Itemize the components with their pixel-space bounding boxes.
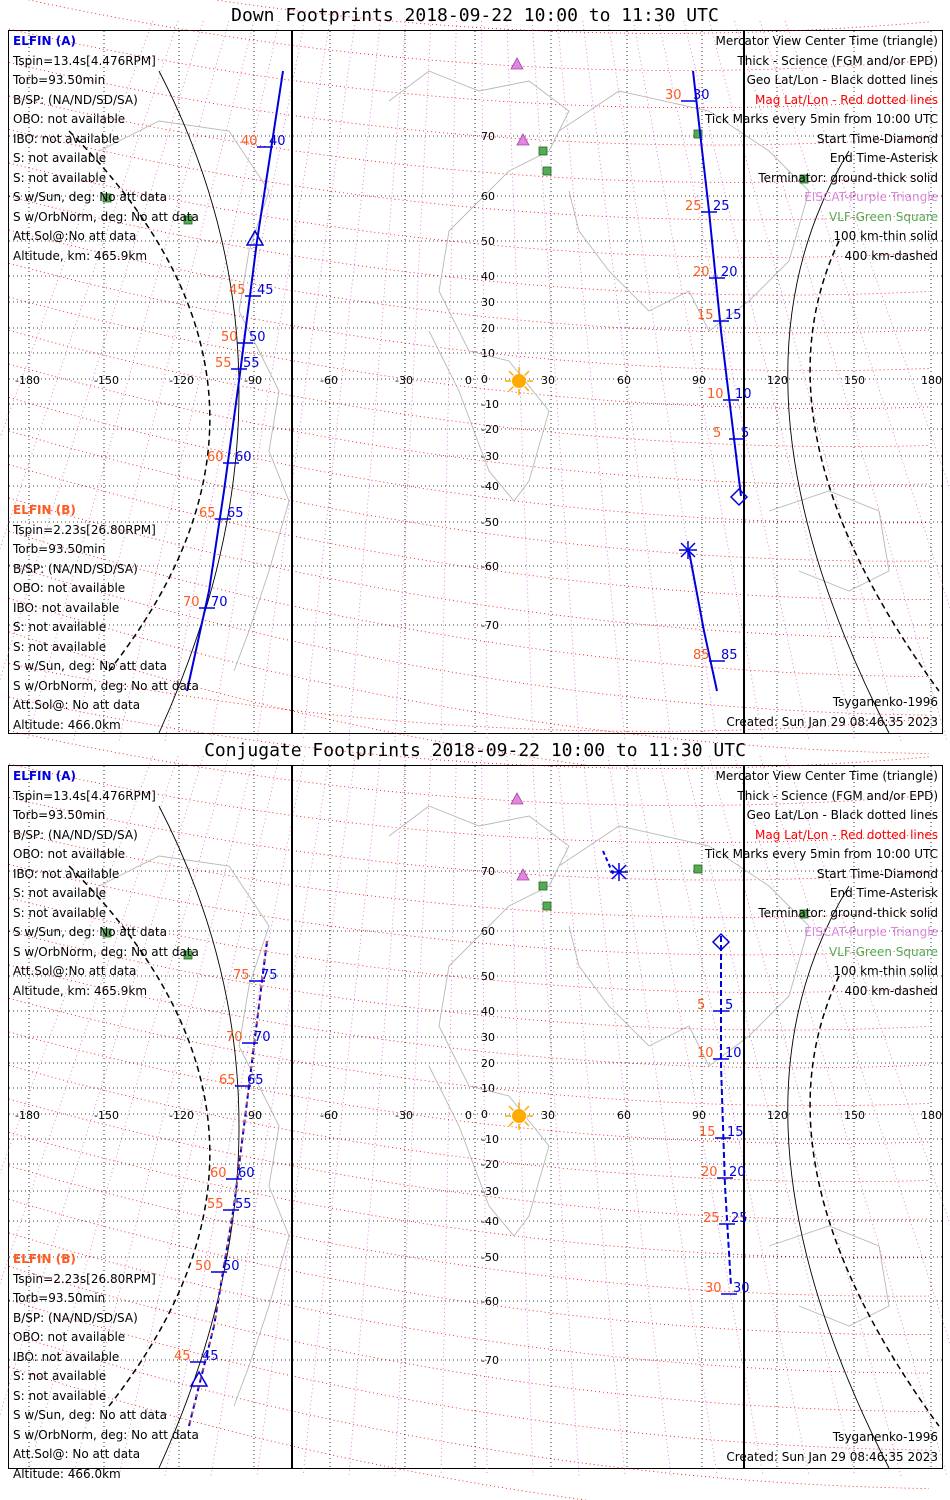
continent-outline	[769, 1226, 889, 1326]
track-tick-label: 10	[725, 1046, 742, 1061]
lat-tick-label: -40	[481, 480, 499, 493]
legend-line: Mercator View Center Time (triangle)	[715, 769, 938, 783]
track-tick-label: 30	[733, 1281, 750, 1296]
legend-line: 400 km-dashed	[844, 983, 938, 998]
lat-tick-label: 40	[481, 270, 495, 283]
mag-lon-line	[303, 21, 380, 741]
lat-tick-label: 20	[481, 322, 495, 335]
track-tick-label: 15	[725, 308, 742, 323]
track-tick-label: 65	[227, 506, 244, 521]
lon-tick-label: -120	[169, 374, 194, 387]
elfin-a-line: S: not available	[13, 886, 107, 900]
lat-tick-label: 30	[481, 1031, 495, 1044]
lat-tick-label: 0	[481, 1108, 488, 1121]
track-tick-label: 10	[735, 387, 752, 402]
track-tick-label: 70	[226, 1030, 243, 1045]
track-tick-label: 70	[183, 595, 200, 610]
lon-tick-label: -180	[15, 1109, 40, 1122]
track-tick-label: 65	[199, 506, 216, 521]
elfin-a-conjugate-track	[189, 941, 267, 1426]
legend-line: EISCAT-Purple Triangle	[804, 925, 938, 939]
track-tick-label: 20	[701, 1165, 718, 1180]
lon-tick-label: 0	[465, 1109, 472, 1122]
legend-line: Start Time-Diamond	[816, 866, 938, 881]
track-tick-label: 5	[713, 426, 722, 441]
elfin-b-line: Att.Sol@: No att data	[13, 698, 141, 712]
terminator-400km-line	[810, 976, 939, 1426]
elfin-b-line: Tspin=2.23s[26.80RPM]	[13, 1271, 156, 1286]
end-time-asterisk-icon	[610, 863, 628, 881]
lat-tick-label: -40	[481, 1215, 499, 1228]
lat-tick-label: -10	[481, 398, 499, 411]
created-label: Created: Sun Jan 29 08:46:35 2023	[726, 715, 938, 729]
track-tick-label: 60	[210, 1166, 227, 1181]
lon-tick-label: -150	[94, 1109, 119, 1122]
vlf-square-icon	[543, 902, 551, 910]
elfin-b-line: OBO: not available	[13, 581, 126, 595]
track-tick-label: 30	[693, 88, 710, 103]
lat-tick-label: 70	[481, 865, 495, 878]
vlf-square-icon	[543, 167, 551, 175]
legend-line: 400 km-dashed	[844, 248, 938, 263]
elfin-b-line: S: not available	[13, 639, 107, 654]
mag-lon-line	[211, 756, 330, 1476]
lat-tick-label: -30	[481, 1185, 499, 1198]
model-label: Tsyganenko-1996	[832, 1430, 938, 1444]
mag-lon-line	[257, 21, 355, 741]
vlf-square-icon	[539, 147, 547, 155]
track-tick-label: 60	[235, 450, 252, 465]
map-panel-conjugate[interactable]	[8, 765, 943, 1481]
lat-tick-label: 20	[481, 1057, 495, 1070]
elfin-a-line: Att.Sol@:No att data	[13, 229, 137, 243]
track-tick-label: 60	[207, 450, 224, 465]
legend-block-down	[705, 32, 938, 266]
legend-line: Geo Lat/Lon - Black dotted lines	[746, 808, 938, 822]
mag-lon-line	[558, 21, 626, 741]
lat-tick-label: -50	[481, 1251, 499, 1264]
lat-tick-label: -50	[481, 516, 499, 529]
track-tick-label: 15	[727, 1125, 744, 1140]
track-tick-label: 85	[693, 648, 710, 663]
elfin-a-line: Tspin=13.4s[4.476RPM]	[13, 53, 156, 68]
sun-ray	[509, 1106, 513, 1110]
legend-line: Mag Lat/Lon - Red dotted lines	[754, 92, 938, 107]
legend-line: VLF-Green Square	[829, 209, 938, 224]
track-tick-label: 30	[665, 88, 682, 103]
track-tick-label: 10	[707, 387, 724, 402]
lat-tick-label: 70	[481, 130, 495, 143]
lat-tick-label: -60	[481, 560, 499, 573]
track-tick-label: 50	[195, 1259, 212, 1274]
legend-line: Mag Lat/Lon - Red dotted lines	[754, 827, 938, 842]
elfin-a-line: S: not available	[13, 170, 107, 185]
lon-tick-label: -60	[320, 1109, 338, 1122]
elfin-b-line: Att.Sol@: No att data	[13, 1447, 141, 1461]
track-tick-label: 45	[229, 283, 246, 298]
mag-lon-line	[532, 21, 579, 741]
elfin-a-line: S: not available	[13, 905, 107, 920]
track-tick-label: 85	[721, 648, 738, 663]
elfin-a-label: ELFIN (A)	[13, 34, 76, 48]
legend-line: VLF-Green Square	[829, 944, 938, 959]
lat-tick-label: -60	[481, 1295, 499, 1308]
track-tick-label: 55	[235, 1197, 252, 1212]
elfin-a-line: B/SP: (NA/ND/SD/SA)	[13, 92, 138, 107]
legend-line: Mercator View Center Time (triangle)	[715, 34, 938, 48]
elfin-b-line: S w/Sun, deg: No att data	[13, 659, 167, 673]
track-tick-label: 45	[174, 1349, 191, 1364]
elfin-b-line: Torb=93.50min	[13, 1291, 106, 1305]
track-tick-label: 45	[257, 283, 274, 298]
track-tick-label: 55	[215, 356, 232, 371]
legend-line: 100 km-thin solid	[833, 229, 938, 243]
elfin-b-line: S: not available	[13, 620, 107, 634]
track-tick-label: 30	[705, 1281, 722, 1296]
track-tick-label: 70	[211, 595, 228, 610]
lon-tick-label: -180	[15, 374, 40, 387]
track-tick-label: 15	[699, 1125, 716, 1140]
lon-tick-label: -150	[94, 374, 119, 387]
sun-icon	[512, 1109, 526, 1123]
lat-tick-label: 0	[481, 373, 488, 386]
sun-ray	[525, 1122, 529, 1126]
mag-lon-line	[211, 21, 330, 741]
track-tick-label: 20	[693, 265, 710, 280]
elfin-b-label: ELFIN (B)	[13, 1252, 76, 1266]
legend-line: Geo Lat/Lon - Black dotted lines	[746, 73, 938, 87]
lon-tick-label: -90	[244, 374, 262, 387]
elfin-b-line: S w/OrbNorm, deg: No att data	[13, 1427, 199, 1442]
lat-tick-label: 10	[481, 1082, 495, 1095]
legend-line: Start Time-Diamond	[816, 131, 938, 146]
track-tick-label: 15	[697, 308, 714, 323]
legend-line: Terminator: ground-thick solid	[758, 170, 938, 185]
created-label: Created: Sun Jan 29 08:46:35 2023	[726, 1450, 938, 1464]
track-tick-label: 70	[254, 1030, 271, 1045]
lat-tick-label: -20	[481, 1158, 499, 1171]
elfin-b-track	[689, 551, 717, 691]
lon-tick-label: 60	[617, 374, 631, 387]
legend-line: Thick - Science (FGM and/or EPD)	[737, 788, 938, 803]
track-tick-label: 20	[721, 265, 738, 280]
track-tick-label: 25	[713, 199, 730, 214]
lon-tick-label: 90	[692, 374, 706, 387]
elfin-a-line: S w/Sun, deg: No att data	[13, 190, 167, 204]
eiscat-triangle-icon	[511, 58, 523, 69]
track-tick-label: 50	[249, 330, 266, 345]
panel-title-down: Down Footprints 2018-09-22 10:00 to 11:30 UTC	[231, 5, 719, 26]
model-label: Tsyganenko-1996	[832, 695, 938, 709]
elfin-b-line: IBO: not available	[13, 1349, 120, 1364]
track-tick-label: 20	[729, 1165, 746, 1180]
mag-lon-line	[558, 756, 626, 1476]
mag-lon-line	[257, 756, 355, 1476]
terminator-400km-line	[810, 241, 939, 691]
elfin-a-line: Torb=93.50min	[13, 808, 106, 822]
lon-tick-label: -30	[395, 374, 413, 387]
lat-tick-label: -70	[481, 619, 499, 632]
legend-block-conjugate	[705, 767, 938, 1001]
sun-ray	[509, 371, 513, 375]
track-tick-label: 55	[207, 1197, 224, 1212]
track-tick-label: 40	[269, 134, 286, 149]
sun-ray	[525, 1106, 529, 1110]
sun-ray	[525, 371, 529, 375]
vlf-square-icon	[694, 865, 702, 873]
track-tick-label: 75	[261, 968, 278, 983]
elfin-b-line: Altitude: 466.0km	[13, 717, 121, 732]
lon-tick-label: -60	[320, 374, 338, 387]
track-tick-label: 5	[725, 998, 734, 1013]
lat-tick-label: 50	[481, 970, 495, 983]
map-panel-down[interactable]	[8, 30, 943, 734]
track-tick-label: 40	[241, 134, 258, 149]
elfin-b-line: IBO: not available	[13, 600, 120, 615]
elfin-a-line: Att.Sol@:No att data	[13, 964, 137, 978]
elfin-a-line: IBO: not available	[13, 866, 120, 881]
elfin-a-line: S: not available	[13, 151, 107, 165]
elfin-a-line: Tspin=13.4s[4.476RPM]	[13, 788, 156, 803]
elfin-b-line: S: not available	[13, 1369, 107, 1383]
elfin-b-conjugate-track	[189, 941, 267, 1426]
elfin-a-line: OBO: not available	[13, 847, 126, 861]
lon-tick-label: 120	[767, 1109, 788, 1122]
track-tick-label: 65	[247, 1073, 264, 1088]
legend-line: End Time-Asterisk	[829, 886, 938, 900]
sun-ray	[525, 387, 529, 391]
lon-tick-label: 150	[844, 374, 865, 387]
mag-lon-line	[532, 756, 579, 1476]
legend-line: End Time-Asterisk	[829, 151, 938, 165]
sun-ray	[509, 387, 513, 391]
elfin-a-line: IBO: not available	[13, 131, 120, 146]
elfin-b-line: S w/OrbNorm, deg: No att data	[13, 678, 199, 693]
elfin-a-line: Altitude, km: 465.9km	[13, 248, 148, 263]
panel-title-conjugate: Conjugate Footprints 2018-09-22 10:00 to 11:30 UTC	[204, 740, 746, 761]
lat-tick-label: -20	[481, 423, 499, 436]
lon-tick-label: 90	[692, 1109, 706, 1122]
lon-tick-label: 180	[921, 374, 942, 387]
sun-icon	[512, 374, 526, 388]
lon-tick-label: -90	[244, 1109, 262, 1122]
elfin-b-line: S w/Sun, deg: No att data	[13, 1408, 167, 1422]
lon-tick-label: 150	[844, 1109, 865, 1122]
lat-tick-label: -10	[481, 1133, 499, 1146]
lon-tick-label: 60	[617, 1109, 631, 1122]
lat-tick-label: 60	[481, 190, 495, 203]
elfin-a-line: Torb=93.50min	[13, 73, 106, 87]
elfin-a-line: S w/OrbNorm, deg: No att data	[13, 209, 199, 224]
elfin-a-block	[13, 767, 199, 1001]
track-tick-label: 45	[202, 1349, 219, 1364]
lat-tick-label: -30	[481, 450, 499, 463]
end-time-asterisk-icon	[679, 541, 697, 559]
lon-tick-label: 120	[767, 374, 788, 387]
vlf-square-icon	[539, 882, 547, 890]
elfin-a-line: S w/OrbNorm, deg: No att data	[13, 944, 199, 959]
track-tick-label: 75	[233, 968, 250, 983]
mag-lon-line	[303, 756, 380, 1476]
elfin-b-block	[13, 501, 199, 735]
eiscat-triangle-icon	[511, 793, 523, 804]
lat-tick-label: 30	[481, 296, 495, 309]
elfin-b-line: Altitude: 466.0km	[13, 1466, 121, 1481]
track-tick-label: 65	[219, 1073, 236, 1088]
elfin-b-line: B/SP: (NA/ND/SD/SA)	[13, 1310, 138, 1325]
lat-tick-label: 10	[481, 347, 495, 360]
elfin-b-line: B/SP: (NA/ND/SD/SA)	[13, 561, 138, 576]
lon-tick-label: -120	[169, 1109, 194, 1122]
legend-line: 100 km-thin solid	[833, 964, 938, 978]
legend-line: Terminator: ground-thick solid	[758, 905, 938, 920]
track-tick-label: 5	[741, 426, 750, 441]
elfin-b-block	[13, 1250, 199, 1484]
lat-tick-label: 50	[481, 235, 495, 248]
elfin-b-line: OBO: not available	[13, 1330, 126, 1344]
continent-outline	[769, 491, 889, 591]
track-tick-label: 25	[731, 1211, 748, 1226]
sun-ray	[509, 1122, 513, 1126]
track-tick-label: 60	[238, 1166, 255, 1181]
elfin-a-block	[13, 32, 199, 266]
elfin-b-line: Tspin=2.23s[26.80RPM]	[13, 522, 156, 537]
legend-line: EISCAT-Purple Triangle	[804, 190, 938, 204]
legend-line: Thick - Science (FGM and/or EPD)	[737, 53, 938, 68]
lon-tick-label: 0	[465, 374, 472, 387]
lon-tick-label: 30	[541, 374, 555, 387]
elfin-a-line: S w/Sun, deg: No att data	[13, 925, 167, 939]
track-tick-label: 5	[697, 998, 706, 1013]
track-tick-label: 25	[685, 199, 702, 214]
lat-tick-label: -70	[481, 1354, 499, 1367]
lon-tick-label: -30	[395, 1109, 413, 1122]
track-tick-label: 50	[221, 330, 238, 345]
lat-tick-label: 40	[481, 1005, 495, 1018]
elfin-a-line: OBO: not available	[13, 112, 126, 126]
elfin-a-label: ELFIN (A)	[13, 769, 76, 783]
track-tick-label: 50	[223, 1259, 240, 1274]
elfin-b-line: Torb=93.50min	[13, 542, 106, 556]
legend-line: Tick Marks every 5min from 10:00 UTC	[704, 847, 938, 861]
lat-tick-label: 60	[481, 925, 495, 938]
track-tick-label: 10	[697, 1046, 714, 1061]
lon-tick-label: 180	[921, 1109, 942, 1122]
elfin-a-line: Altitude, km: 465.9km	[13, 983, 148, 998]
lon-tick-label: 30	[541, 1109, 555, 1122]
elfin-b-label: ELFIN (B)	[13, 503, 76, 517]
elfin-a-line: B/SP: (NA/ND/SD/SA)	[13, 827, 138, 842]
track-tick-label: 55	[243, 356, 260, 371]
elfin-b-line: S: not available	[13, 1388, 107, 1403]
track-tick-label: 25	[703, 1211, 720, 1226]
legend-line: Tick Marks every 5min from 10:00 UTC	[704, 112, 938, 126]
